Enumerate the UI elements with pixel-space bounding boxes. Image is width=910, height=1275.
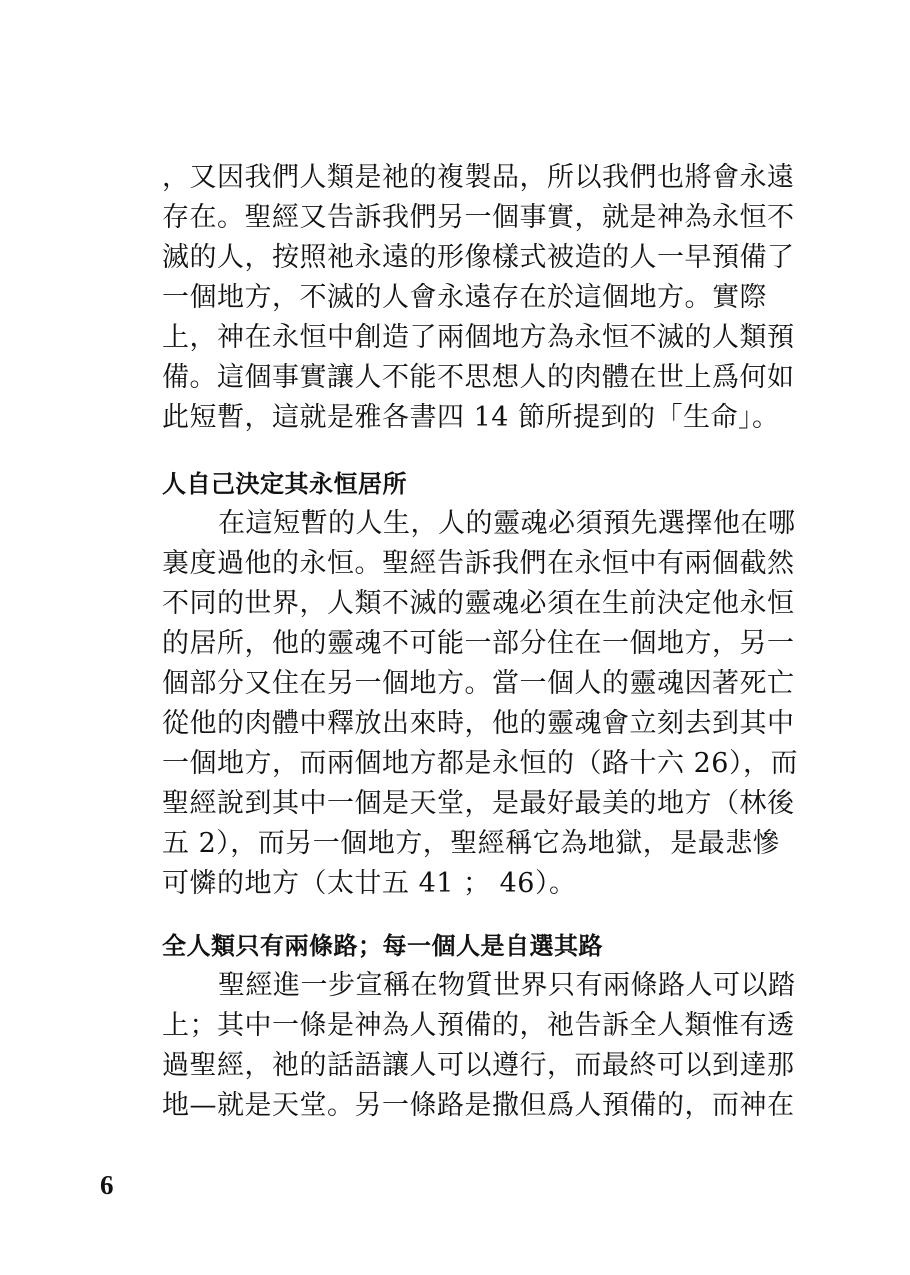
text-line: 過聖經，祂的話語讓人可以遵行，而最終可以到達那: [162, 1050, 795, 1081]
text-line: 五 2），而另一個地方，聖經稱它為地獄，是最悲慘: [162, 828, 781, 859]
text-line: 裏度過他的永恒。聖經告訴我們在永恒中有兩個截然: [162, 548, 795, 579]
page-number: 6: [100, 1170, 114, 1200]
text-line: 上；其中一條是神為人預備的，祂告訴全人類惟有透: [162, 1010, 795, 1041]
text-line: 可憐的地方（太廿五 41 ； 46）。: [162, 868, 577, 899]
text-line: 一個地方，不滅的人會永遠存在於這個地方。實際: [162, 282, 767, 313]
text-line: 在這短暫的人生，人的靈魂必須預先選擇他在哪: [218, 508, 796, 539]
paragraph-intro: [162, 158, 795, 438]
text-line: 此短暫，這就是雅各書四 14 節所提到的「生命」。: [162, 402, 780, 433]
text-line: 存在。聖經又告訴我們另一個事實，就是神為永恒不: [162, 202, 795, 233]
text-line: 滅的人，按照祂永遠的形像樣式被造的人一早預備了: [162, 242, 795, 273]
text-line: 備。這個事實讓人不能不思想人的肉體在世上爲何如: [162, 362, 795, 393]
text-line: 不同的世界，人類不滅的靈魂必須在生前決定他永恒: [162, 588, 795, 619]
text-line: 上，神在永恒中創造了兩個地方為永恒不滅的人類預: [162, 322, 795, 353]
section-heading: 人自己決定其永恒居所: [162, 470, 407, 498]
text-line: 地—就是天堂。另一條路是撒但爲人預備的，而神在: [162, 1090, 795, 1121]
text-line: 聖經進一步宣稱在物質世界只有兩條路人可以踏: [218, 970, 796, 1001]
text-line: 的居所，他的靈魂不可能一部分住在一個地方，另一: [162, 628, 795, 659]
text-line: 一個地方，而兩個地方都是永恒的（路十六 26），而: [162, 748, 798, 779]
section-eternal-dwelling: [162, 464, 798, 904]
text-line: 聖經說到其中一個是天堂，是最好最美的地方（林後: [162, 788, 795, 819]
section-two-roads: [162, 926, 796, 1126]
text-line: 個部分又住在另一個地方。當一個人的靈魂因著死亡: [162, 668, 795, 699]
section-heading: 全人類只有兩條路；每一個人是自選其路: [162, 932, 603, 960]
text-line: 從他的肉體中釋放出來時，他的靈魂會立刻去到其中: [162, 708, 795, 739]
text-line: ，又因我們人類是祂的複製品，所以我們也將會永遠: [162, 162, 795, 193]
